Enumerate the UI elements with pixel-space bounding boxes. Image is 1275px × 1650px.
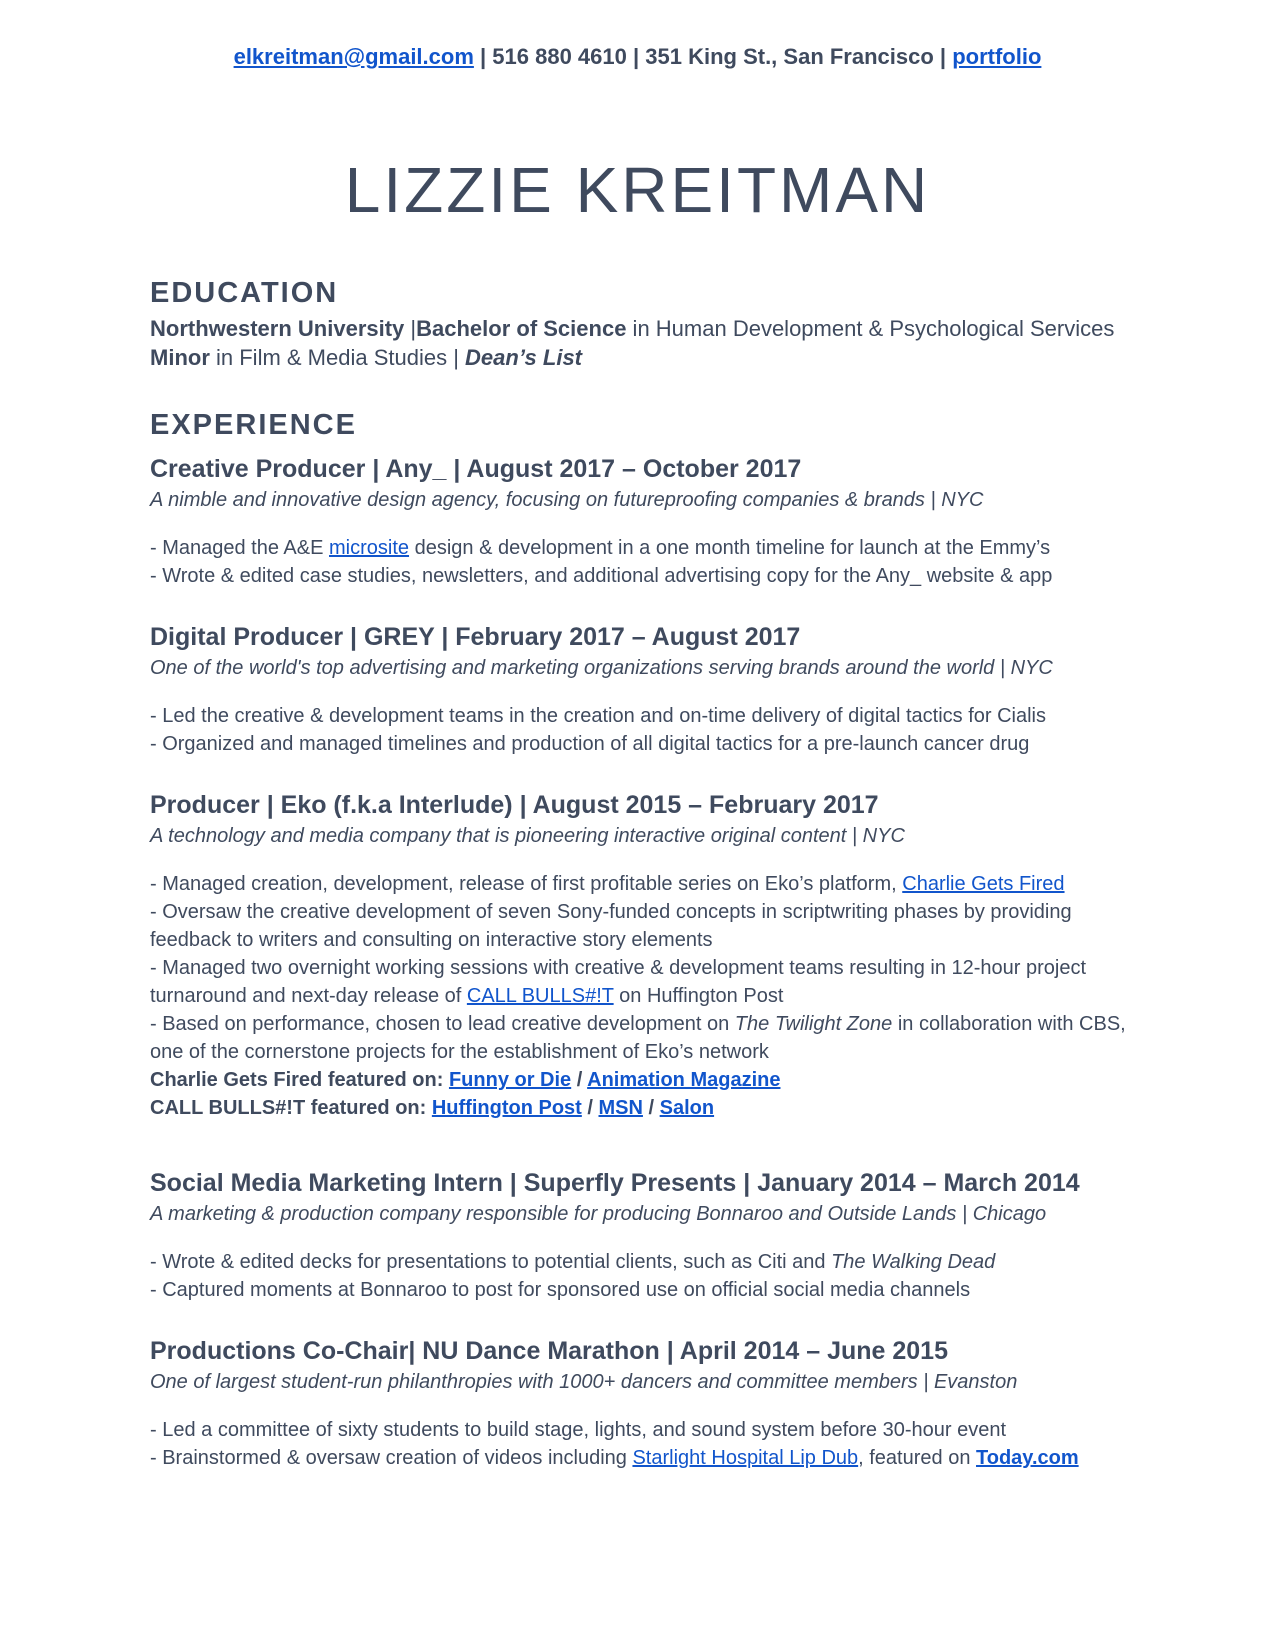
- honor: Dean’s List: [465, 345, 583, 370]
- bullet-item: [150, 954, 1140, 1010]
- funny-or-die-link[interactable]: Funny or Die: [448, 1069, 572, 1091]
- education-degree-line: [150, 314, 1140, 343]
- job-title: Creative Producer | Any_ | August 2017 – October 2017: [150, 455, 802, 483]
- separator: /: [571, 1069, 588, 1091]
- bullet-item: - Led the creative & development teams in the creation and on-time delivery of digital tactics for Cialis: [150, 705, 1046, 727]
- address: 351 King St., San Francisco: [645, 44, 934, 69]
- featured-line: [150, 1066, 1140, 1094]
- bullet-item: [150, 1444, 1140, 1472]
- bullet-item: - Oversaw the creative development of seven Sony-funded concepts in scriptwriting phases by providing feedback to writers and consulting on interactive story elements: [150, 901, 1072, 951]
- msn-link[interactable]: MSN: [598, 1097, 643, 1119]
- microsite-link[interactable]: microsite: [329, 537, 410, 559]
- animation-magazine-link[interactable]: Animation Magazine: [587, 1069, 781, 1091]
- bullet-text: design & development in a one month timeline for launch at the Emmy’s: [409, 537, 1051, 559]
- show-title: The Walking Dead: [831, 1251, 996, 1273]
- bullet-text: - Managed two overnight working sessions with creative & development teams resulting in 12-hour project turnaround and next-day release of: [150, 957, 1087, 1007]
- featured-label: CALL BULLS#!T featured on:: [150, 1097, 432, 1119]
- bullet-text: - Managed creation, development, release of first profitable series on Eko’s platform,: [150, 873, 903, 895]
- call-bullshit-link[interactable]: CALL BULLS#!T: [466, 985, 614, 1007]
- resume-content: [150, 276, 1140, 1472]
- separator: /: [642, 1097, 660, 1119]
- job-entry: [150, 620, 1140, 758]
- email-link[interactable]: elkreitman@gmail.com: [233, 44, 474, 69]
- job-entry: [150, 452, 1140, 590]
- bullet-text: on Huffington Post: [613, 985, 784, 1007]
- bullet-text: - Managed the A&E: [150, 537, 330, 559]
- bullet-item: [150, 1248, 1140, 1276]
- bullet-item: - Wrote & edited case studies, newsletters, and additional advertising copy for the Any_ website & app: [150, 565, 1053, 587]
- bullet-text: , featured on: [858, 1447, 977, 1469]
- job-description: One of the world's top advertising and marketing organizations serving brands around the world | NYC: [150, 657, 1053, 679]
- school-name: Northwestern University: [150, 316, 405, 341]
- bullet-text: - Based on performance, chosen to lead creative development on: [150, 1013, 735, 1035]
- bullet-item: [150, 534, 1140, 562]
- minor-label: Minor: [150, 345, 210, 370]
- contact-line: [0, 44, 1275, 70]
- bullet-item: [150, 870, 1140, 898]
- job-title: Producer | Eko (f.k.a Interlude) | August 2015 – February 2017: [150, 791, 879, 819]
- separator: |: [404, 316, 417, 341]
- bullet-text: - Wrote & edited decks for presentations to potential clients, such as Citi and: [150, 1251, 832, 1273]
- job-description: A marketing & production company responsible for producing Bonnaroo and Outside Lands | Chicago: [150, 1203, 1047, 1225]
- job-bullets: [150, 702, 1140, 758]
- job-entry: [150, 1334, 1140, 1472]
- portfolio-link[interactable]: portfolio: [952, 44, 1042, 69]
- job-bullets: [150, 534, 1140, 590]
- job-description: One of largest student-run philanthropies with 1000+ dancers and committee members | Evanston: [150, 1371, 1018, 1393]
- featured-label: Charlie Gets Fired featured on:: [150, 1069, 449, 1091]
- separator: |: [626, 44, 646, 69]
- education-heading: EDUCATION: [150, 277, 339, 309]
- job-bullets: [150, 870, 1140, 1066]
- bullet-item: - Captured moments at Bonnaroo to post for sponsored use on official social media channels: [150, 1279, 971, 1301]
- huffington-post-link[interactable]: Huffington Post: [431, 1097, 582, 1119]
- job-description: A technology and media company that is pioneering interactive original content | NYC: [150, 825, 905, 847]
- charlie-gets-fired-link[interactable]: Charlie Gets Fired: [902, 873, 1065, 895]
- job-title: Social Media Marketing Intern | Superfly Presents | January 2014 – March 2014: [150, 1169, 1080, 1197]
- salon-link[interactable]: Salon: [659, 1097, 715, 1119]
- job-entry: [150, 1166, 1140, 1304]
- resume-name: LIZZIE KREITMAN: [344, 154, 931, 226]
- bullet-item: [150, 1010, 1140, 1066]
- minor-field: in Film & Media Studies |: [209, 345, 466, 370]
- degree-field: in Human Development & Psychological Services: [626, 316, 1115, 341]
- show-title: The Twilight Zone: [734, 1013, 893, 1035]
- separator: |: [933, 44, 953, 69]
- job-entry: [150, 788, 1140, 1122]
- experience-heading: EXPERIENCE: [150, 409, 357, 441]
- job-title: Digital Producer | GREY | February 2017 – August 2017: [150, 623, 801, 651]
- education-minor-line: [150, 343, 1140, 372]
- job-bullets: [150, 1248, 1140, 1304]
- separator: /: [581, 1097, 599, 1119]
- bullet-item: - Organized and managed timelines and production of all digital tactics for a pre-launch cancer drug: [150, 733, 1030, 755]
- separator: |: [473, 44, 493, 69]
- degree-name: Bachelor of Science: [416, 316, 627, 341]
- bullet-item: - Led a committee of sixty students to build stage, lights, and sound system before 30-hour event: [150, 1419, 1007, 1441]
- featured-line: [150, 1094, 1140, 1122]
- lip-dub-link[interactable]: Starlight Hospital Lip Dub: [632, 1447, 859, 1469]
- today-com-link[interactable]: Today.com: [976, 1447, 1079, 1469]
- bullet-text: in collaboration with CBS, one of the cornerstone projects for the establishment of Eko’s network: [150, 1013, 1126, 1063]
- job-description: A nimble and innovative design agency, focusing on futureproofing companies & brands | NYC: [150, 489, 984, 511]
- bullet-text: - Brainstormed & oversaw creation of videos including: [150, 1447, 633, 1469]
- job-bullets: [150, 1416, 1140, 1472]
- job-title: Productions Co-Chair| NU Dance Marathon | April 2014 – June 2015: [150, 1337, 948, 1365]
- phone-number: 516 880 4610: [492, 44, 627, 69]
